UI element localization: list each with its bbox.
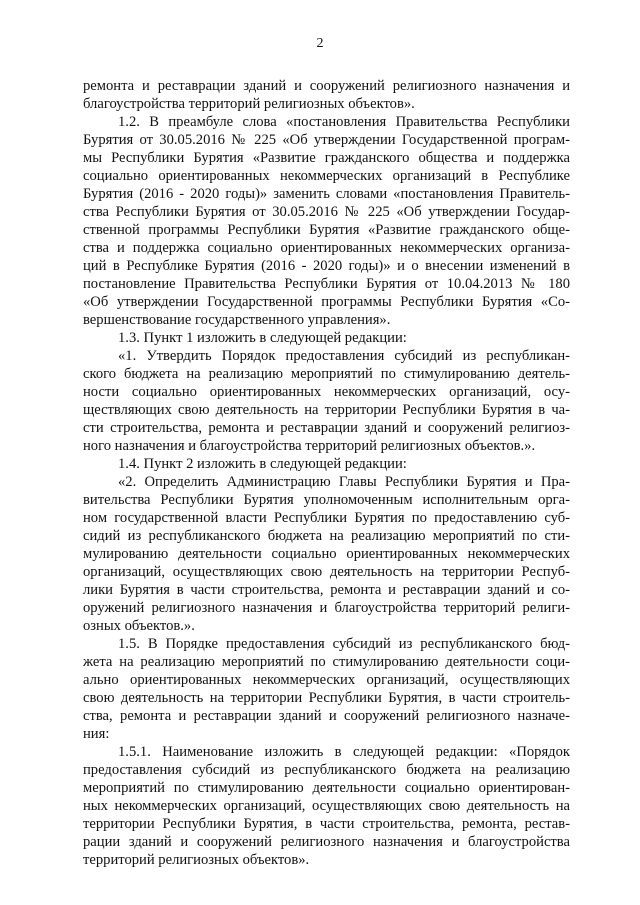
text-line: предоставления субсидий из республиканского бюджета на реализацию [83, 762, 570, 778]
text-line: жета на реализацию мероприятий по стимулированию деятельности соци- [83, 654, 570, 670]
text-line: организаций, осуществляющих свою деятельность на территории Респуб- [83, 564, 570, 580]
paragraph-first-line: 1.3. Пункт 1 изложить в следующей редакции: [118, 330, 407, 346]
text-line: вительства Республики Бурятия уполномоченным исполнительным орга- [83, 492, 570, 508]
text-line: рации зданий и сооружений религиозного назначения и благоустройства [83, 834, 570, 850]
text-line: ственной программы Республики Бурятия «Развитие гражданского обще- [83, 222, 570, 238]
text-line: территории Республики Бурятия, в части строительства, ремонта, рестав- [83, 816, 570, 832]
text-line: ного назначения и благоустройства территорий религиозных объектов.». [83, 438, 536, 454]
text-line: территорий религиозных объектов». [83, 852, 310, 868]
text-line: сидий из республиканского бюджета на реализацию мероприятий по сти- [83, 528, 570, 544]
text-line: Бурятия от 30.05.2016 № 225 «Об утверждении Государственной програм- [83, 132, 570, 148]
paragraph-first-line: 1.2. В преамбуле слова «постановления Правительства Республики [118, 114, 570, 130]
text-line: свою деятельность на территории Республики Бурятия, в части строитель- [83, 690, 570, 706]
text-line: оружений религиозного назначения и благоустройства территорий религи- [83, 600, 570, 616]
text-line: ций в Республике Бурятия (2016 - 2020 годы)» и о внесении изменений в [83, 258, 570, 274]
text-line: ности социально ориентированных некоммерческих организаций, осу- [83, 384, 570, 400]
text-line: постановление Правительства Республики Бурятия от 10.04.2013 № 180 [83, 276, 570, 292]
text-line: лики Бурятия в части строительства, ремонта и реставрации зданий и со- [83, 582, 570, 598]
paragraph-first-line: 1.4. Пункт 2 изложить в следующей редакции: [118, 456, 407, 472]
text-line: ных некоммерческих организаций, осуществляющих свою деятельность на [83, 798, 570, 814]
text-line: социально ориентированных некоммерческих организаций в Республике [83, 168, 570, 184]
text-line: «Об утверждении Государственной программы Республики Бурятия «Со- [83, 294, 570, 310]
text-line: благоустройства территорий религиозных объектов». [83, 96, 415, 112]
text-line: ремонта и реставрации зданий и сооружений религиозного назначения и [83, 78, 570, 94]
text-line: ского бюджета на реализацию мероприятий по стимулированию деятель- [83, 366, 570, 382]
text-line: ства Республики Бурятия от 30.05.2016 № 225 «Об утверждении Государ- [83, 204, 570, 220]
text-line: вершенствование государственного управления». [83, 312, 391, 328]
text-line: мулированию деятельности социально ориентированных некоммерческих [83, 546, 570, 562]
text-line: мы Республики Бурятия «Развитие гражданского общества и поддержка [83, 150, 570, 166]
paragraph-first-line: 1.5.1. Наименование изложить в следующей редакции: «Порядок [118, 744, 570, 760]
text-line: озных объектов.». [83, 618, 195, 634]
text-line: сти строительства, ремонта и реставрации зданий и сооружений религиоз- [83, 420, 570, 436]
paragraph-first-line: «1. Утвердить Порядок предоставления субсидий из республикан- [118, 348, 570, 364]
text-line: ном государственной власти Республики Бурятия по предоставлению суб- [83, 510, 570, 526]
page-number: 2 [316, 36, 324, 51]
text-line: ства, ремонта и реставрации зданий и сооружений религиозного назначе- [83, 708, 570, 724]
text-line: ства и поддержка социально ориентированных некоммерческих организа- [83, 240, 570, 256]
text-line: ществляющих свою деятельность на территории Республики Бурятия в ча- [83, 402, 570, 418]
text-line: мероприятий по стимулированию деятельности социально ориентирован- [83, 780, 570, 796]
paragraph-first-line: 1.5. В Порядке предоставления субсидий из республиканского бюд- [118, 636, 570, 652]
text-line: ально ориентированных некоммерческих организаций, осуществляющих [83, 672, 570, 688]
text-line: Бурятия (2016 - 2020 годы)» заменить словами «постановления Правитель- [83, 186, 570, 202]
paragraph-first-line: «2. Определить Администрацию Главы Республики Бурятия и Пра- [118, 474, 570, 490]
text-line: ния: [83, 726, 110, 742]
